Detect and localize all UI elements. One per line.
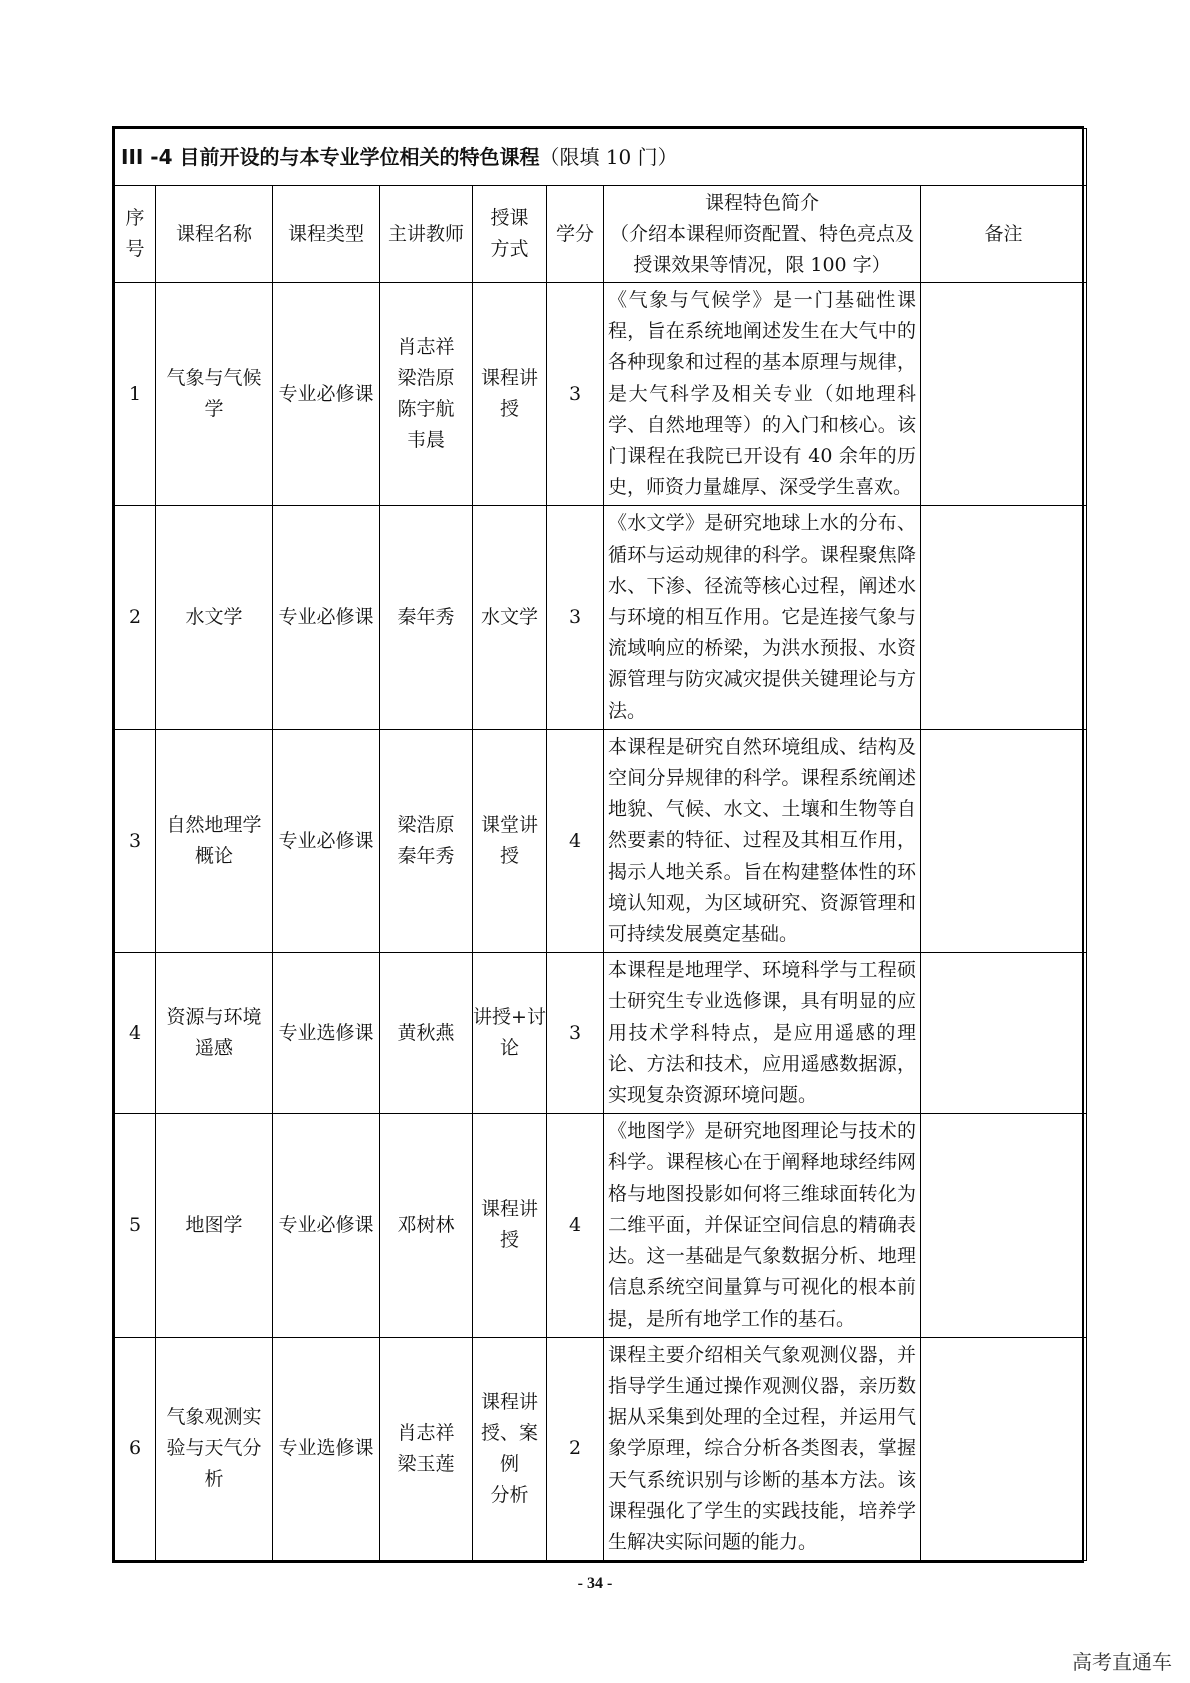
section-title-note: （限填 10 门）	[539, 144, 678, 169]
course-name: 气象与气候 学	[156, 283, 273, 506]
page-number: - 34 -	[577, 1575, 613, 1592]
table-row	[115, 283, 1087, 506]
col-name-header: 课程名称	[156, 186, 273, 283]
header-row	[115, 186, 1087, 283]
course-intro: 《气象与气候学》是一门基础性课程，旨在系统地阐述发生在大气中的各种现象和过程的基本原理与规律，是大气科学及相关专业（如地理科学、自然地理等）的入门和核心。该门课程在我院已开设有 40 余年的历史，师资力量雄厚、深受学生喜欢。	[604, 283, 921, 506]
col-remark-header: 备注	[921, 186, 1087, 283]
course-type: 专业选修课	[273, 953, 380, 1114]
course-intro: 《地图学》是研究地图理论与技术的科学。课程核心在于阐释地球经纬网格与地图投影如何将三维球面转化为二维平面，并保证空间信息的精确表达。这一基础是气象数据分析、地理信息系统空间量算与可视化的根本前提，是所有地学工作的基石。	[604, 1114, 921, 1337]
course-remark	[921, 1114, 1087, 1337]
row-index: 3	[115, 729, 156, 952]
course-remark	[921, 729, 1087, 952]
teaching-method: 水文学	[473, 506, 547, 729]
course-type: 专业必修课	[273, 506, 380, 729]
table-row	[115, 729, 1087, 952]
row-index: 2	[115, 506, 156, 729]
course-name: 水文学	[156, 506, 273, 729]
course-teachers: 梁浩原 秦年秀	[380, 729, 473, 952]
course-credit: 2	[547, 1337, 604, 1560]
course-teachers: 肖志祥 梁浩原 陈宇航 韦晨	[380, 283, 473, 506]
course-remark	[921, 283, 1087, 506]
teaching-method: 讲授+讨 论	[473, 953, 547, 1114]
course-intro: 本课程是地理学、环境科学与工程硕士研究生专业选修课，具有明显的应用技术学科特点，是应用遥感的理论、方法和技术，应用遥感数据源，实现复杂资源环境问题。	[604, 953, 921, 1114]
table-row	[115, 1337, 1087, 1560]
col-method-header: 授课 方式	[473, 186, 547, 283]
col-type-header: 课程类型	[273, 186, 380, 283]
col-teacher-header: 主讲教师	[380, 186, 473, 283]
col-credit-header: 学分	[547, 186, 604, 283]
course-teachers: 肖志祥 梁玉莲	[380, 1337, 473, 1560]
col-intro-header: 课程特色简介 （介绍本课程师资配置、特色亮点及 授课效果等情况，限 100 字）	[604, 186, 921, 283]
course-name: 气象观测实 验与天气分 析	[156, 1337, 273, 1560]
course-type: 专业选修课	[273, 1337, 380, 1560]
course-intro: 本课程是研究自然环境组成、结构及空间分异规律的科学。课程系统阐述地貌、气候、水文、土壤和生物等自然要素的特征、过程及其相互作用，揭示人地关系。旨在构建整体性的环境认知观，为区域研究、资源管理和可持续发展奠定基础。	[604, 729, 921, 952]
teaching-method: 课程讲 授	[473, 1114, 547, 1337]
course-remark	[921, 1337, 1087, 1560]
course-credit: 4	[547, 1114, 604, 1337]
row-index: 5	[115, 1114, 156, 1337]
course-intro: 《水文学》是研究地球上水的分布、循环与运动规律的科学。课程聚焦降水、下渗、径流等核心过程，阐述水与环境的相互作用。它是连接气象与流域响应的桥梁，为洪水预报、水资源管理与防灾减灾提供关键理论与方法。	[604, 506, 921, 729]
watermark: 高考直通车	[1072, 1650, 1172, 1674]
course-type: 专业必修课	[273, 1114, 380, 1337]
course-type: 专业必修课	[273, 283, 380, 506]
course-remark	[921, 506, 1087, 729]
course-credit: 4	[547, 729, 604, 952]
course-credit: 3	[547, 283, 604, 506]
table-row	[115, 953, 1087, 1114]
course-name: 资源与环境 遥感	[156, 953, 273, 1114]
row-index: 4	[115, 953, 156, 1114]
table-row	[115, 506, 1087, 729]
course-type: 专业必修课	[273, 729, 380, 952]
col-index-header: 序 号	[115, 186, 156, 283]
course-remark	[921, 953, 1087, 1114]
featured-courses-table	[114, 128, 1087, 1561]
course-teachers: 邓树林	[380, 1114, 473, 1337]
course-credit: 3	[547, 953, 604, 1114]
course-table-sheet	[112, 126, 1084, 1563]
section-title	[115, 129, 1087, 186]
course-name: 自然地理学 概论	[156, 729, 273, 952]
table-row	[115, 1114, 1087, 1337]
course-teachers: 黄秋燕	[380, 953, 473, 1114]
row-index: 1	[115, 283, 156, 506]
teaching-method: 课程讲 授	[473, 283, 547, 506]
course-intro: 课程主要介绍相关气象观测仪器，并指导学生通过操作观测仪器，亲历数据从采集到处理的全过程，并运用气象学原理，综合分析各类图表，掌握天气系统识别与诊断的基本方法。该课程强化了学生的实践技能，培养学生解决实际问题的能力。	[604, 1337, 921, 1560]
section-title-text: III -4 目前开设的与本专业学位相关的特色课程	[121, 144, 540, 169]
teaching-method: 课堂讲 授	[473, 729, 547, 952]
row-index: 6	[115, 1337, 156, 1560]
course-credit: 3	[547, 506, 604, 729]
course-teachers: 秦年秀	[380, 506, 473, 729]
teaching-method: 课程讲 授、案例 分析	[473, 1337, 547, 1560]
course-name: 地图学	[156, 1114, 273, 1337]
